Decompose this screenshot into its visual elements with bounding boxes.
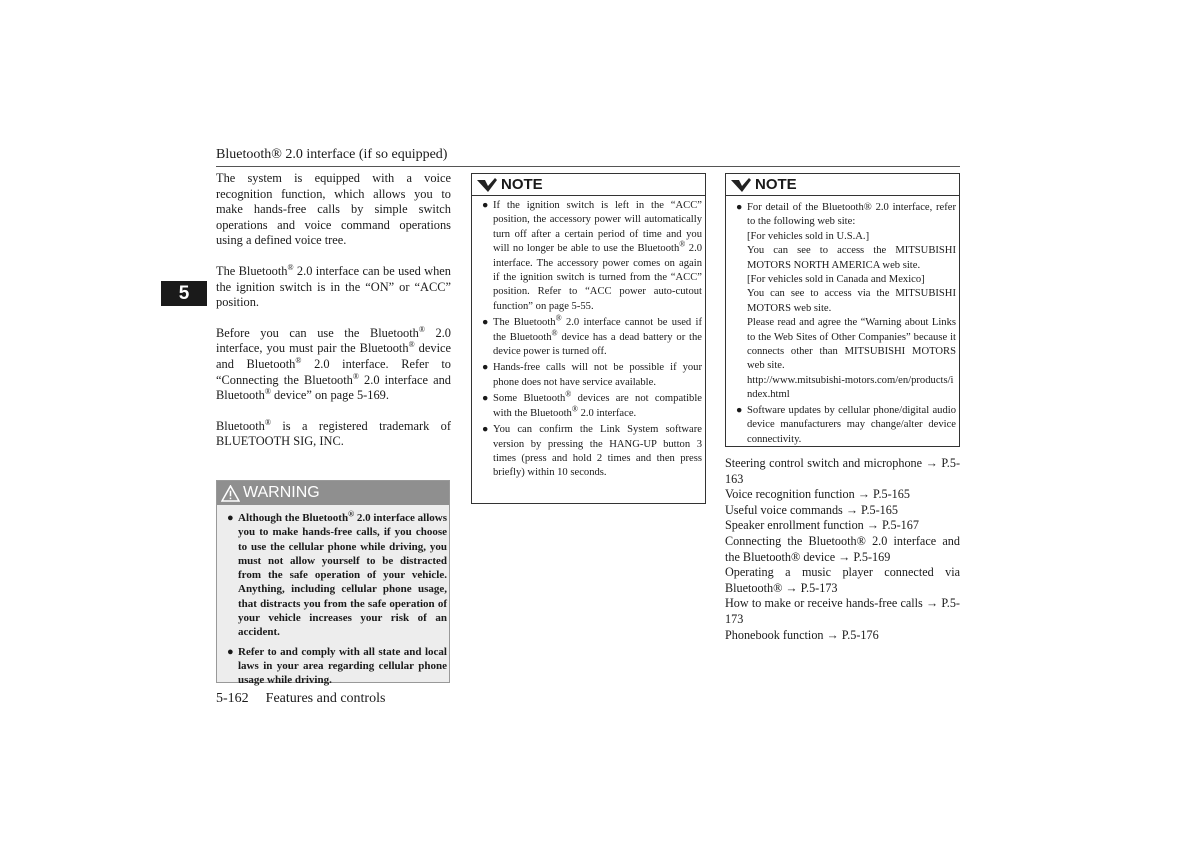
page-number: 5-162 (216, 691, 249, 706)
bullet-icon: ● (736, 404, 743, 416)
cross-reference-link[interactable]: How to make or receive hands-free calls → P.5-173 (725, 596, 960, 626)
note-item (482, 423, 702, 481)
cross-reference-link[interactable]: Phonebook function → P.5-176 (725, 627, 879, 642)
intro-paragraph: The system is equipped with a voice recognition function, which allows you to make hands-free calls by simple switch operations and voice command operations using a defined voice tree. (216, 171, 451, 248)
note-item (482, 313, 702, 359)
intro-column (216, 171, 451, 465)
note-item-text: Some Bluetooth® devices are not compatible with the Bluetooth® 2.0 interface. (493, 389, 702, 419)
warning-item (227, 645, 447, 688)
note-title: NOTE (755, 176, 797, 193)
chapter-tab: 5 (161, 281, 207, 306)
warning-body (217, 505, 449, 688)
bullet-icon: ● (482, 424, 489, 436)
cross-reference-link[interactable]: Steering control switch and microphone → P.5-163 (725, 456, 960, 486)
warning-item-text: Refer to and comply with all state and local laws in your area regarding cellular phone usage while driving. (238, 645, 447, 687)
registered-mark: ® (264, 417, 271, 427)
note-item-text: Hands-free calls will not be possible if your phone does not have service available. (493, 362, 702, 388)
note-check-icon (730, 177, 752, 193)
registered-mark: ® (348, 509, 355, 519)
header-title: Bluetooth® 2.0 interface (if so equipped) (216, 147, 448, 162)
note-check-icon (476, 177, 498, 193)
warning-title: WARNING (243, 484, 320, 501)
note-item (482, 361, 702, 390)
registered-mark: ® (565, 389, 572, 399)
cross-reference-link[interactable]: Speaker enrollment function → P.5-167 (725, 518, 919, 533)
note-item (482, 199, 702, 314)
website-url[interactable]: http://www.mitsubishi-motors.com/en/products/index.html (747, 374, 954, 401)
note-body (726, 196, 959, 447)
note-title: NOTE (501, 176, 543, 193)
intro-paragraph: The Bluetooth® 2.0 interface can be used when the ignition switch is in the “ON” or “ACC” position. (216, 262, 451, 310)
cross-reference-link[interactable]: Operating a music player connected via Bluetooth® → P.5-173 (725, 565, 960, 595)
registered-mark: ® (571, 404, 578, 414)
note-body (472, 196, 705, 481)
page-header (216, 146, 960, 167)
note-line: [For vehicles sold in Canada and Mexico] (747, 274, 925, 286)
note-line: You can see to access the MITSUBISHI MOTORS NORTH AMERICA web site. (747, 245, 956, 271)
note-line: Software updates by cellular phone/digital audio device manufacturers may change/alter device connectivity. (747, 404, 956, 445)
bullet-icon: ● (482, 200, 489, 211)
warning-header (217, 481, 449, 505)
cross-reference-link[interactable]: Voice recognition function → P.5-165 (725, 487, 910, 502)
registered-mark: ® (287, 262, 294, 272)
warning-item (227, 511, 447, 640)
note-item (736, 404, 956, 447)
registered-mark: ® (551, 328, 558, 338)
note-header (726, 174, 959, 196)
intro-paragraph: Bluetooth® is a registered trademark of BLUETOOTH SIG, INC. (216, 417, 451, 449)
registered-mark: ® (408, 340, 415, 350)
note-line: You can see to access via the MITSUBISHI MOTORS web site. (747, 288, 956, 314)
registered-mark: ® (295, 355, 302, 365)
registered-mark: ® (555, 313, 562, 323)
note-item (736, 201, 956, 403)
cross-reference-link[interactable]: Connecting the Bluetooth® 2.0 interface and the Bluetooth® device → P.5-169 (725, 533, 960, 564)
note-header (472, 174, 705, 196)
note-item-text: If the ignition switch is left in the “ACC” position, the accessory power will automatically turn off after a certain period of time and you will no longer be able to use the Bluetooth® 2.0 interface. The accessory power comes on again if the ignition switch is turned from the “ACC” position. Refer to “ACC power auto-cutout function” on page 5-55. (493, 200, 703, 312)
bullet-icon: ● (482, 393, 489, 405)
warning-box (216, 480, 450, 687)
note-item (482, 389, 702, 421)
registered-mark: ® (679, 239, 686, 249)
note-box-website (725, 173, 960, 447)
bullet-icon: ● (482, 317, 489, 329)
note-item-text: You can confirm the Link System software version by pressing the HANG-UP button 3 times (press and hold 2 times and then press briefly) within 10 seconds. (493, 424, 702, 479)
note-box-ignition (471, 173, 706, 504)
note-line: Please read and agree the “Warning about Links to the Web Sites of Other Companies” because it connects other than MITSUBISHI MOTORS web site. (747, 317, 956, 372)
footer-section: Features and controls (265, 691, 386, 706)
bullet-icon: ● (736, 202, 743, 213)
bullet-icon: ● (482, 362, 489, 374)
bullet-icon: ● (227, 645, 234, 658)
registered-mark: ® (264, 387, 271, 396)
note-item-text: The Bluetooth® 2.0 interface cannot be used if the Bluetooth® device has a dead battery or the device power is turned off. (493, 313, 702, 358)
bullet-icon: ● (227, 512, 234, 524)
warning-item-text: Although the Bluetooth® 2.0 interface allows you to make hands-free calls, if you choose to use the cellular phone while driving, you must not allow yourself to be distracted from the safe operation of your vehicle. Anything, including cellular phone usage, that distracts you from the safe operation of your vehicle increases your risk of an accident. (238, 509, 447, 639)
note-line: [For vehicles sold in U.S.A.] (747, 230, 870, 242)
warning-triangle-icon (221, 485, 240, 502)
registered-mark: ® (418, 324, 425, 334)
note-line: For detail of the Bluetooth® 2.0 interface, refer to the following web site: (747, 202, 956, 228)
registered-mark: ® (352, 371, 359, 381)
intro-paragraph: Before you can use the Bluetooth® 2.0 interface, you must pair the Bluetooth® device and Bluetooth® 2.0 interface. Refer to “Connecting the Bluetooth® 2.0 interface and Bluetooth® device” on page 5-169. (216, 324, 452, 403)
cross-reference-link[interactable]: Useful voice commands → P.5-165 (725, 502, 898, 517)
cross-reference-list (725, 456, 960, 643)
page-footer (216, 690, 385, 708)
